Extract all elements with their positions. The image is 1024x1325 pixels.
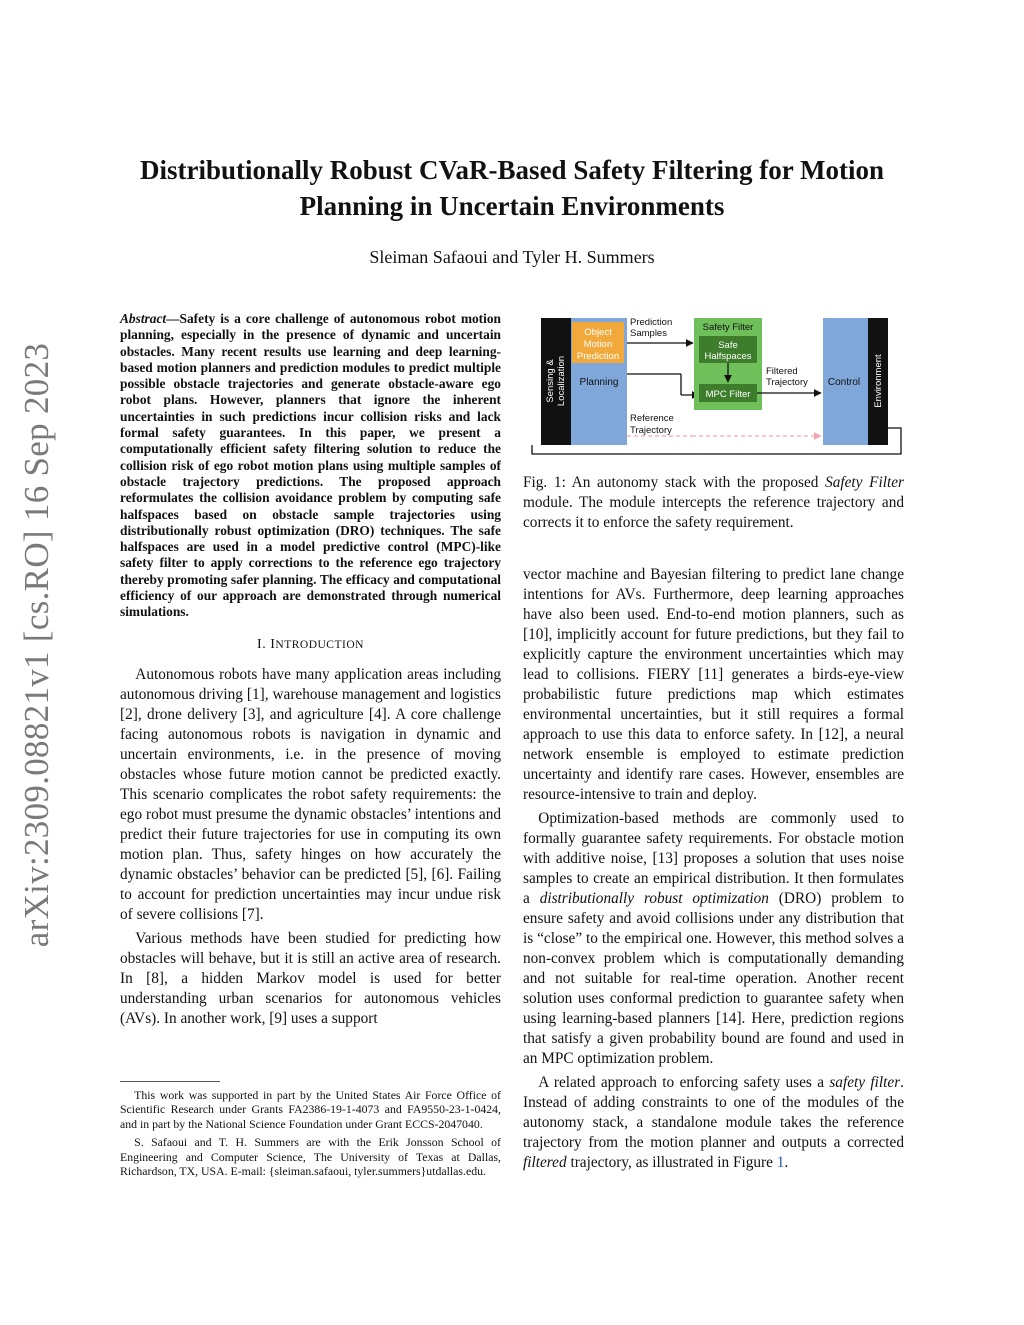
left-column (120, 311, 501, 1029)
filtered-trajectory-label: Trajectory (766, 377, 808, 388)
section-first-letter: I (270, 636, 276, 652)
right-paragraph-3 (523, 1073, 904, 1173)
p2-em: distributionally robust optimization (539, 890, 769, 907)
caption-emph: Safety Filter (825, 474, 904, 491)
arxiv-watermark (12, 342, 62, 948)
p3-em2: filtered (523, 1154, 567, 1171)
figure-1-caption (523, 473, 904, 533)
caption-rest: module. The module intercepts the reference trajectory and corrects it to enforce the safety requirement. (523, 494, 904, 531)
p2-a: Optimization-based methods are commonly used to formally guarantee safety requirements. For obstacle motion with additive noise, [13] proposes a solution that uses noise samples to create an empirical distribution. It then formulates a (523, 810, 904, 907)
section-rest: NTRODUCTION (275, 638, 364, 651)
p3-d: . (784, 1154, 789, 1171)
environment-label: Environment (873, 354, 884, 408)
p3-c: trajectory, as illustrated in Figure (566, 1154, 777, 1171)
paper-authors: Sleiman Safaoui and Tyler H. Summers (369, 247, 655, 267)
abstract-dash: — (166, 311, 180, 326)
intro-paragraph-1: Autonomous robots have many application areas including autonomous driving [1], warehouse management and logistics [2], drone delivery [3], and agriculture [4]. A core challenge facing autonomous robots is navigation in dynamic and uncertain environments, i.e. in the presence of moving obstacles whose future motion cannot be predicted exactly. This scenario complicates the robot safety requirements: the ego robot must presume the dynamic obstacles’ intentions and predict their future trajectories for use in computing its own motion plan. Thus, safety hinges on how accurately the dynamic obstacles’ behavior can be predicted [5], [6]. Failing to account for prediction uncertainties may incur undue risk of severe collisions [7]. (120, 665, 501, 923)
section-numeral: I. (257, 636, 267, 652)
p3-em1: safety filter (829, 1074, 901, 1091)
paper-title: Distributionally Robust CVaR-Based Safety Filtering for Motion Planning in Uncertain Environments (139, 155, 885, 221)
p3-a: A related approach to enforcing safety uses a (538, 1074, 830, 1091)
caption-prefix: Fig. 1: An autonomy stack with the proposed (523, 474, 826, 491)
prediction-samples-label-2: Samples (630, 328, 667, 339)
reference-label: Reference (630, 413, 674, 424)
abstract-text: Safety is a core challenge of autonomous robot motion planning, especially in the presence of dynamic and uncertain obstacles. Many recent results use learning and deep learning-based motion planners and prediction modules to predict multiple possible obstacle trajectories and generate obstacle-aware ego robot plans. However, planners that ignore the inherent uncertainties in such predictions incur collision risks and lack formal safety guarantees. In this paper, we present a computationally efficient safety filtering solution to reduce the collision risk of ego robot motion plans using multiple samples of obstacle trajectory predictions. The proposed approach reformulates the collision avoidance problem by computing safe halfspaces based on obstacle sample trajectories using distributionally robust optimization (DRO) techniques. The safe halfspaces are used in a model predictive control (MPC)-like safety filter to apply corrections to the reference ego trajectory thereby promoting safer planning. The efficacy and computational efficiency of our approach are demonstrated through numerical simulations. (120, 311, 501, 620)
right-column (523, 565, 904, 1173)
prediction-label: Prediction (576, 351, 620, 362)
footnote-funding: This work was supported in part by the United States Air Force Office of Scientific Research under Grants FA2386-19-1-4073 and FA9550-23-1-0424, and in part by the National Science Foundation under Grant ECCS-2047040. (120, 1088, 501, 1131)
safe-label: Safe (718, 340, 738, 351)
planning-label: Planning (579, 377, 619, 388)
halfspaces-label: Halfspaces (704, 351, 752, 362)
reference-trajectory-label: Trajectory (630, 425, 672, 436)
abstract-label: Abstract (120, 311, 167, 326)
object-label: Object (584, 327, 612, 338)
prediction-samples-label-1: Prediction (630, 317, 673, 328)
filtered-label: Filtered (766, 366, 798, 377)
right-paragraph-1: vector machine and Bayesian filtering to predict lane change intentions for AVs. Furthermore, deep learning approaches have also been used. End-to-end motion planners, such as [10], implicitly account for future predictions, but they fail to explicitly capture the environment uncertainties which may lead to collisions. FIERY [11] generates a birds-eye-view probabilistic future predictions map which estimates environmental uncertainties, but it still requires a formal approach to use this data to enforce safety. In [12], a neural network ensemble is employed to estimate prediction uncertainty and identify rare cases. However, ensembles are resource-intensive to train and deploy. (523, 566, 904, 803)
mpc-filter-label: MPC Filter (705, 389, 751, 400)
motion-label: Motion (583, 339, 613, 350)
footnotes (120, 1088, 501, 1178)
sensing-label: Sensing & (545, 359, 556, 403)
safety-filter-label: Safety Filter (702, 322, 754, 333)
autonomy-stack-diagram (522, 308, 920, 458)
abstract (120, 311, 501, 621)
footnote-affiliation: S. Safaoui and T. H. Summers are with the Erik Jonsson School of Engineering and Computer Science, The University of Texas at Dallas, Richardson, TX, USA. E-mail: {sleiman.safaoui, tyler.summers}utdallas.edu. (120, 1135, 501, 1179)
p3-b: . Instead of adding constraints to one of the modules of the autonomy stack, a standalone module takes the reference trajectory from the motion planner and outputs a corrected (523, 1074, 904, 1151)
figure-1-link[interactable]: 1 (776, 1154, 785, 1171)
arxiv-id[interactable]: arXiv:2309.08821v1 [cs.RO] 16 Sep 2023 (17, 342, 56, 948)
control-label: Control (827, 377, 861, 388)
right-paragraph-2 (523, 809, 904, 1069)
p2-b: (DRO) problem to ensure safety and avoid collisions under any distribution that is “close” to the empirical one. However, this method solves a non-convex problem which is computationally demanding and not suitable for real-time operation. Another recent solution uses conformal prediction to guarantee safety when using learning-based planners [14]. Here, prediction regions that satisfy a given probability bound are found and used in an MPC optimization problem. (523, 890, 904, 1067)
figure-1-autonomy-stack (522, 308, 920, 458)
section-heading-introduction (120, 637, 501, 653)
localization-label: Localization (556, 355, 567, 407)
footnote-rule (120, 1081, 220, 1082)
intro-paragraph-2: Various methods have been studied for predicting how obstacles will behave, but it is still an active area of research. In [8], a hidden Markov model is used for better understanding urban scenarios for autonomous vehicles (AVs). In another work, [9] uses a support (120, 929, 501, 1027)
